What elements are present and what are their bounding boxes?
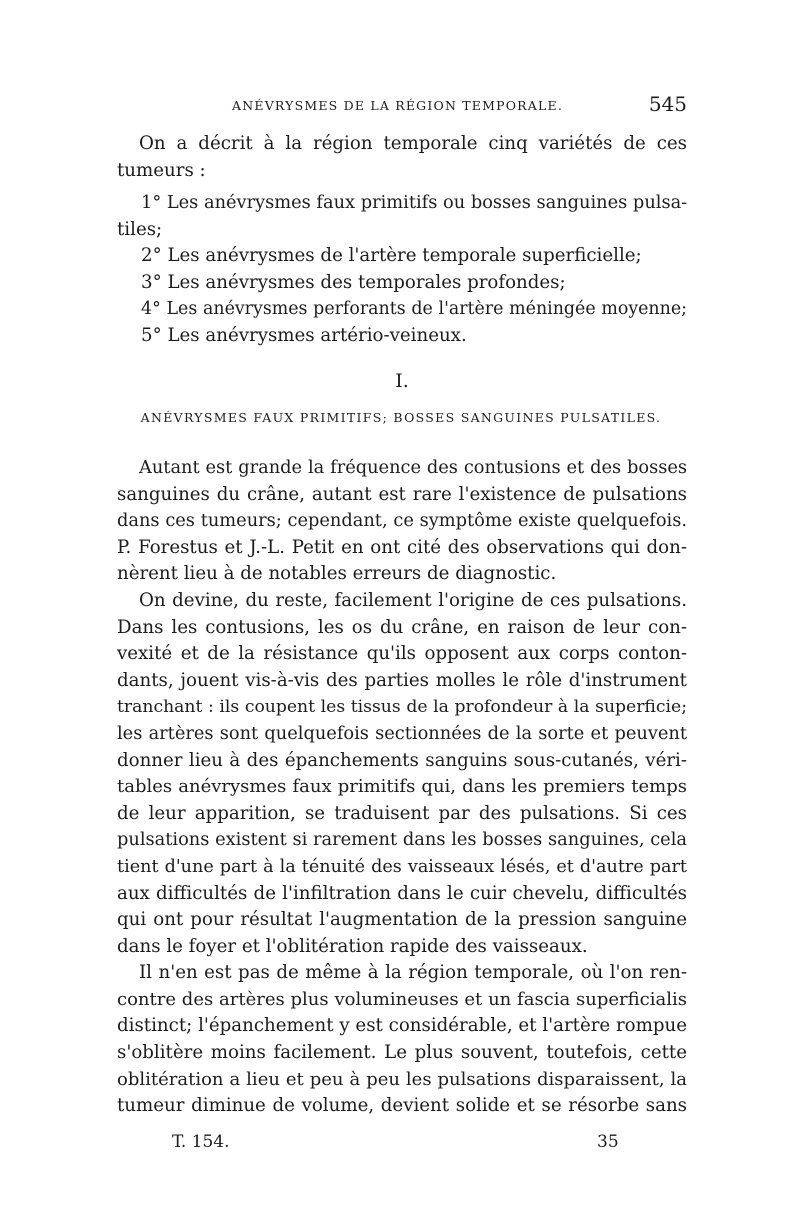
page-footer [117,1132,687,1158]
signature-mark: T. 154. [172,1132,230,1152]
text-line: distinct; l'épanchement y est considérable, et l'artère rompue [117,1015,687,1037]
running-title: ANÉVRYSMES DE LA RÉGION TEMPORALE. [232,98,564,113]
text-line: s'oblitère moins facilement. Le plus souvent, toutefois, cette [117,1042,687,1064]
text-line: oblitération a lieu et peu à peu les pulsations disparaissent, la [117,1068,687,1090]
variety-list [117,190,687,350]
gathering-number: 35 [597,1132,619,1152]
list-item: 5° Les anévrysmes artério-veineux. [141,324,467,346]
text-line: dans ces tumeurs; cependant, ce symptôme existe quelquefois. [117,510,687,532]
section-numeral: I. [395,370,409,392]
text-line: donner lieu à des épanchements sanguins sous-cutanés, véri- [117,749,687,771]
list-item: 2° Les anévrysmes de l'artère temporale superficielle; [141,245,642,267]
text-line: On devine, du reste, facilement l'origine de ces pulsations. [139,589,687,611]
body-text [117,455,687,1120]
text-line: aux difficultés de l'infiltration dans le cuir chevelu, difficultés [117,882,687,904]
intro-paragraph [117,131,687,184]
text-line: qui ont pour résultat l'augmentation de la pression sanguine [117,909,687,931]
text-line: tranchant : ils coupent les tissus de la profondeur à la superficie; [117,697,687,718]
page-number: 545 [648,92,687,116]
text-line: de leur apparition, se traduisent par des pulsations. Si ces [117,802,687,824]
text-line: tumeurs : [117,159,206,181]
text-line: tumeur diminue de volume, devient solide et se résorbe sans [117,1095,687,1117]
text-line: Il n'en est pas de même à la région temporale, où l'on ren- [139,962,687,984]
text-line: tient d'une part à la ténuité des vaisseaux lésés, et d'autre part [117,856,687,877]
running-head [117,92,687,118]
text-line: vexité et de la résistance qu'ils opposent aux corps conton- [117,643,687,665]
list-item: 3° Les anévrysmes des temporales profondes; [141,271,566,293]
text-line: On a décrit à la région temporale cinq variétés de ces [139,133,687,154]
text-line: dans le foyer et l'oblitération rapide des vaisseaux. [117,935,588,957]
text-line: P. Forestus et J.-L. Petit en ont cité des observations qui don- [117,536,687,558]
list-item: 4° Les anévrysmes perforants de l'artère méningée moyenne; [141,299,687,320]
text-line: nèrent lieu à de notables erreurs de diagnostic. [117,563,557,585]
text-line: tables anévrysmes faux primitifs qui, dans les premiers temps [117,776,687,798]
text-line: contre des artères plus volumineuses et un fascia superficialis [117,988,687,1010]
text-line: Dans les contusions, les os du crâne, en raison de leur con- [117,616,687,638]
section-heading: ANÉVRYSMES FAUX PRIMITIFS; BOSSES SANGUINES PULSATILES. [140,410,662,425]
text-line: pulsations existent si rarement dans les bosses sanguines, cela [117,829,687,851]
list-item: 1° Les anévrysmes faux primitifs ou bosses sanguines pulsa- [141,192,688,213]
text-line: sanguines du crâne, autant est rare l'existence de pulsations [117,483,687,505]
list-item-continuation: tiles; [117,218,163,240]
text-line: dants, jouent vis-à-vis des parties molles le rôle d'instrument [117,669,687,691]
text-line: les artères sont quelquefois sectionnées de la sorte et peuvent [117,722,687,744]
text-line: Autant est grande la fréquence des contusions et des bosses [139,457,687,478]
